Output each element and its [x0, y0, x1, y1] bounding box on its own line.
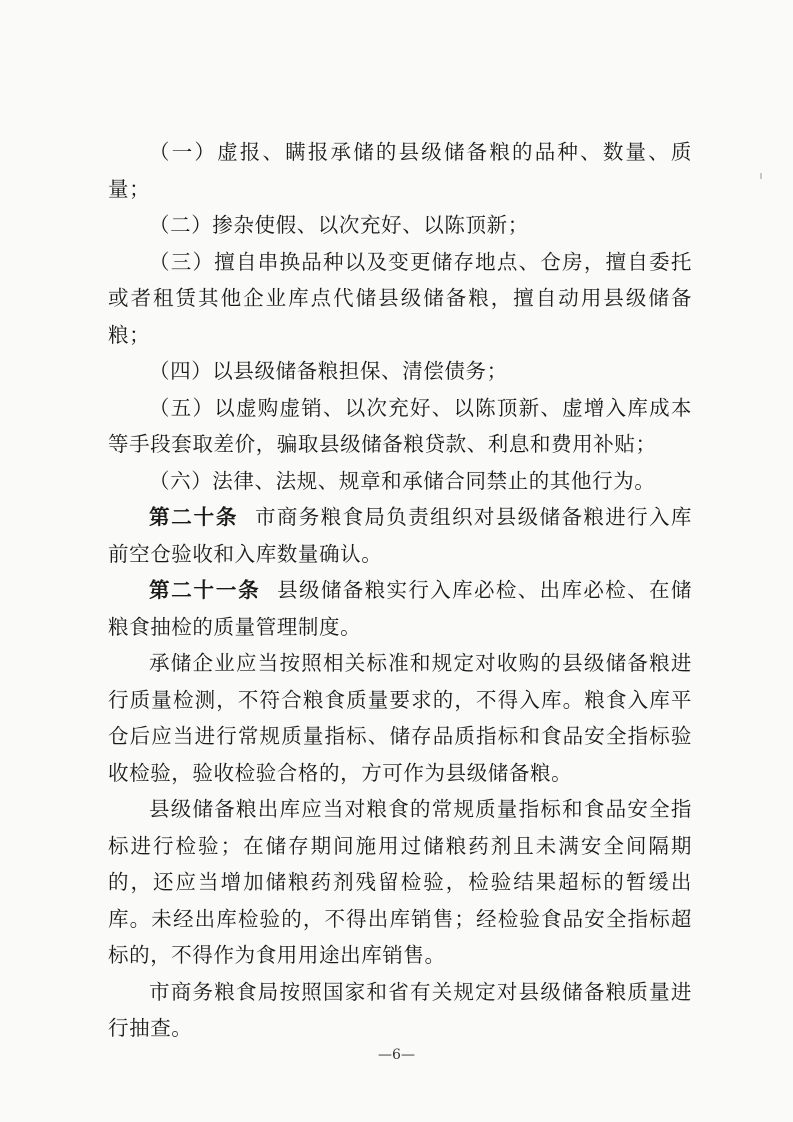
paragraph-item-1: [108, 134, 692, 207]
paragraph-item-6: [108, 463, 692, 500]
paragraph-text: （六）法律、法规、规章和承储合同禁止的其他行为。: [149, 468, 656, 493]
paragraph-item-5: [108, 390, 692, 463]
document-body: [108, 134, 692, 1047]
paragraph-item-2: [108, 207, 692, 244]
article-text: 市商务粮食局负责组织对县级储备粮进行入库前空仓验收和入库数量确认。: [108, 505, 693, 566]
paragraph-text: 市商务粮食局按照国家和省有关规定对县级储备粮质量进行抽查。: [108, 979, 692, 1040]
article-21: [108, 572, 692, 645]
article-number: 第二十条: [149, 505, 239, 529]
paragraph-text: （三）擅自串换品种以及变更储存地点、仓房，擅自委托或者租赁其他企业库点代储县级储备粮，擅自动用县级储备粮；: [108, 249, 692, 347]
paragraph-text: （五）以虚购虚销、以次充好、以陈顶新、虚增入库成本等手段套取差价，骗取县级储备粮贷款、利息和费用补贴；: [108, 395, 692, 456]
paragraph-text: （四）以县级储备粮担保、清偿债务；: [149, 359, 508, 383]
paragraph-outbound-inspection: [108, 791, 692, 974]
article-text: 县级储备粮实行入库必检、出库必检、在储粮食抽检的质量管理制度。: [108, 578, 692, 639]
paragraph-storage-inspection: [108, 645, 692, 791]
article-20: [108, 499, 692, 572]
article-number: 第二十一条: [149, 578, 261, 602]
paragraph-item-4: [108, 353, 692, 390]
scan-speck: [760, 173, 762, 179]
paragraph-spot-check: [108, 974, 692, 1047]
paragraph-text: 承储企业应当按照相关标准和规定对收购的县级储备粮进行质量检测，不符合粮食质量要求的，不得入库。粮食入库平仓后应当进行常规质量指标、储存品质指标和食品安全指标验收检验，验收检验合格的，方可作为县级储备粮。: [108, 651, 692, 785]
page-number: —6—: [378, 1047, 415, 1063]
paragraph-item-3: [108, 244, 692, 354]
paragraph-text: （二）掺杂使假、以次充好、以陈顶新；: [149, 213, 529, 237]
paragraph-text: 县级储备粮出库应当对粮食的常规质量指标和食品安全指标进行检验；在储存期间施用过储粮药剂且未满安全间隔期的，还应当增加储粮药剂残留检验，检验结果超标的暂缓出库。未经出库检验的，不得出库销售；经检验食品安全指标超标的，不得作为食用用途出库销售。: [108, 797, 692, 967]
paragraph-text: （一）虚报、瞒报承储的县级储备粮的品种、数量、质量；: [108, 140, 692, 201]
